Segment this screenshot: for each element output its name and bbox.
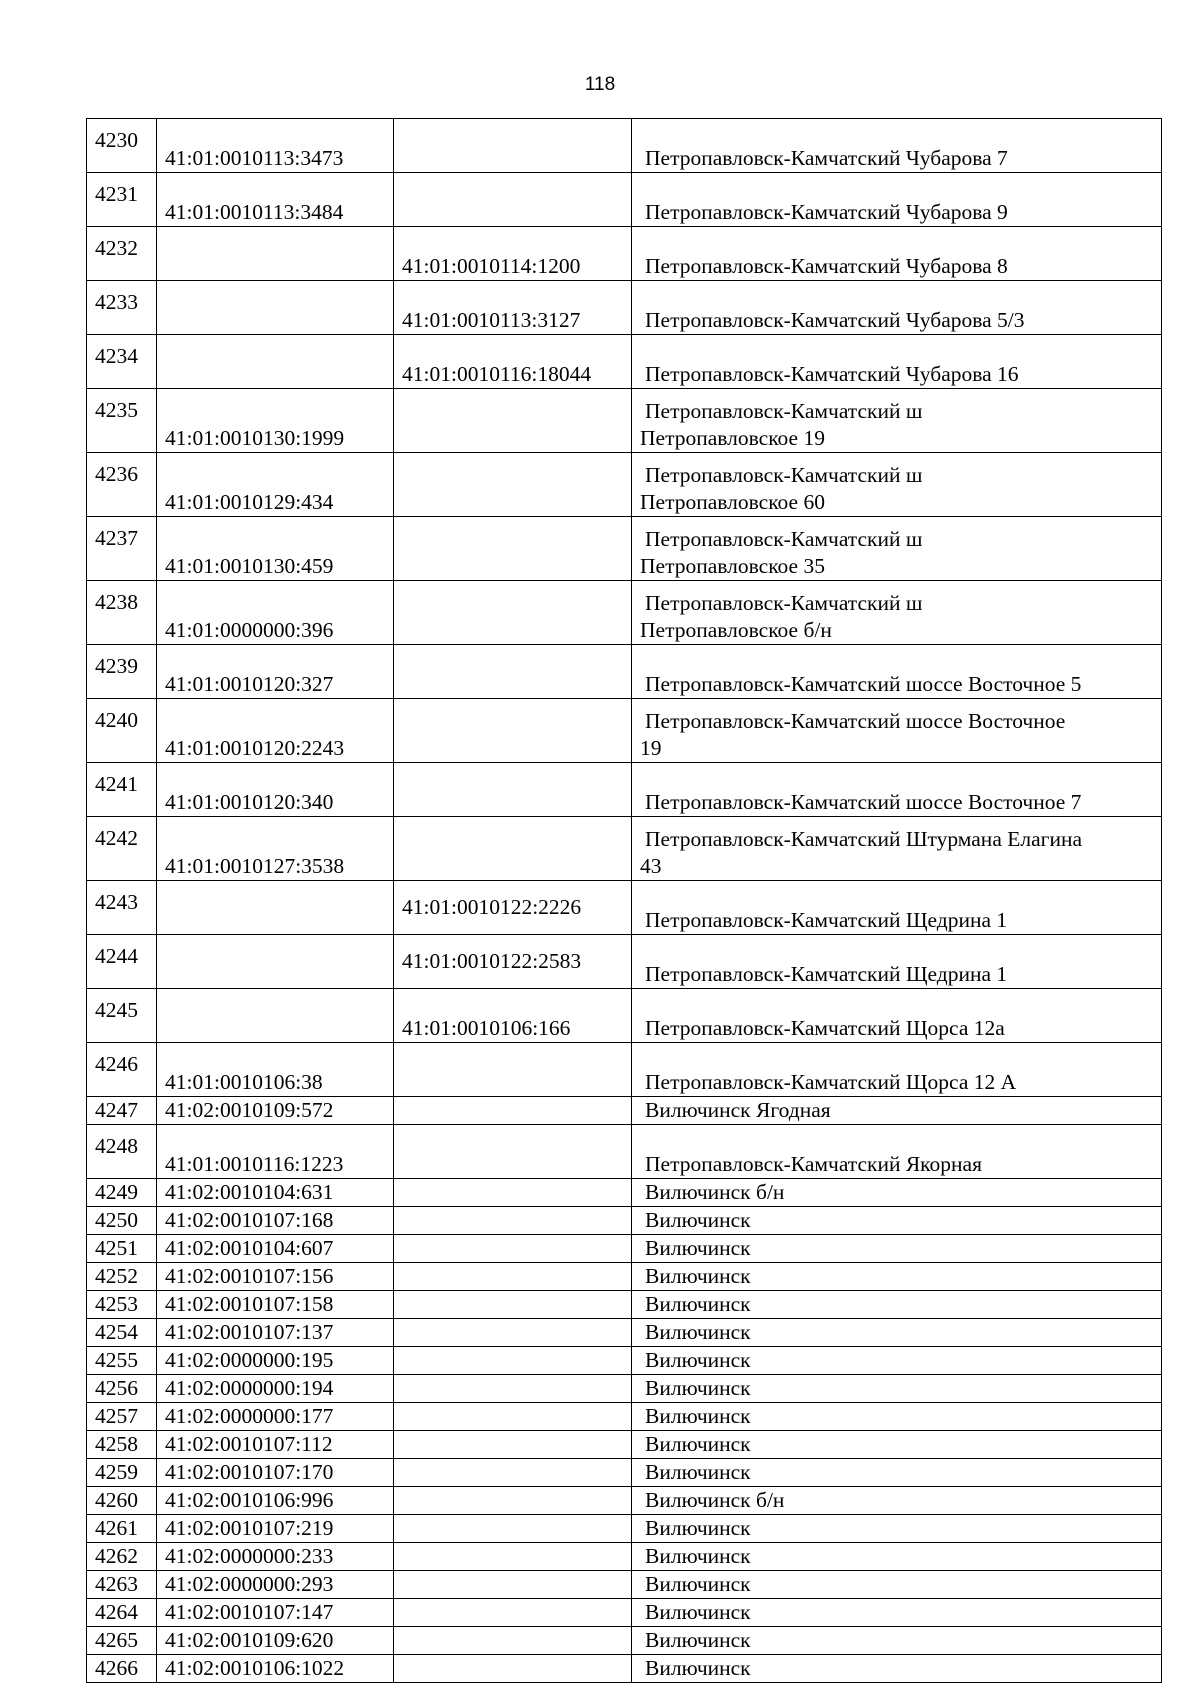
address-cell [632,1543,1162,1571]
address-cell [632,281,1162,335]
row-number: 4241 [87,763,157,817]
cadastral-number-primary: 41:02:0010107:137 [157,1319,394,1347]
address-line: Вилючинск [645,1320,751,1344]
cadastral-number-primary [157,227,394,281]
address-cell [632,1097,1162,1125]
cadastral-number-secondary [394,581,632,645]
address-cell [632,1487,1162,1515]
cadastral-number-primary: 41:02:0010104:607 [157,1235,394,1263]
address-cell [632,1179,1162,1207]
table-row [87,881,1162,935]
cadastral-number-primary: 41:01:0010120:2243 [157,699,394,763]
row-number: 4236 [87,453,157,517]
address-cell [632,1319,1162,1347]
address-line: Петропавловск-Камчатский шоссе Восточное 5 [645,672,1082,696]
cadastral-number-secondary [394,1543,632,1571]
row-number: 4238 [87,581,157,645]
address-line: Петропавловск-Камчатский ш [645,527,923,551]
cadastral-number-primary [157,935,394,989]
row-number: 4251 [87,1235,157,1263]
table-row [87,763,1162,817]
address-line: Вилючинск [645,1376,751,1400]
cadastral-number-primary: 41:02:0010107:112 [157,1431,394,1459]
row-number: 4250 [87,1207,157,1235]
address-line: Петропавловск-Камчатский Чубарова 9 [645,200,1008,224]
cadastral-number-primary [157,281,394,335]
table-row [87,1403,1162,1431]
table-row [87,1543,1162,1571]
cadastral-number-primary: 41:01:0010113:3473 [157,119,394,173]
cadastral-number-primary: 41:01:0010116:1223 [157,1125,394,1179]
table-row [87,1319,1162,1347]
address-line: Петропавловск-Камчатский Щорса 12 А [645,1070,1017,1094]
row-number: 4237 [87,517,157,581]
address-cell [632,119,1162,173]
address-cell [632,1627,1162,1655]
row-number: 4252 [87,1263,157,1291]
row-number: 4243 [87,881,157,935]
address-line: Петропавловск-Камчатский Якорная [645,1152,982,1176]
address-line: Вилючинск б/н [645,1180,785,1204]
table-row [87,1627,1162,1655]
cadastral-number-secondary [394,453,632,517]
address-line: Петропавловск-Камчатский ш [645,463,923,487]
cadastral-number-secondary [394,1487,632,1515]
table-row [87,645,1162,699]
registry-table [86,118,1162,1683]
table-row [87,1125,1162,1179]
cadastral-number-primary: 41:02:0000000:293 [157,1571,394,1599]
cadastral-number-primary: 41:02:0010107:158 [157,1291,394,1319]
cadastral-number-primary: 41:01:0010120:340 [157,763,394,817]
table-row [87,1235,1162,1263]
table-row [87,281,1162,335]
cadastral-number-primary: 41:01:0010129:434 [157,453,394,517]
row-number: 4256 [87,1375,157,1403]
row-number: 4233 [87,281,157,335]
address-cell [632,881,1162,935]
row-number: 4230 [87,119,157,173]
address-cell [632,1235,1162,1263]
cadastral-number-secondary: 41:01:0010113:3127 [394,281,632,335]
row-number: 4255 [87,1347,157,1375]
address-cell [632,581,1162,645]
row-number: 4240 [87,699,157,763]
address-line: Вилючинск [645,1600,751,1624]
table-row [87,817,1162,881]
cadastral-number-secondary [394,1291,632,1319]
address-line: Петропавловское б/н [640,618,832,642]
cadastral-number-secondary [394,1097,632,1125]
cadastral-number-primary: 41:02:0010107:170 [157,1459,394,1487]
row-number: 4266 [87,1655,157,1683]
address-cell [632,173,1162,227]
cadastral-number-primary: 41:01:0010127:3538 [157,817,394,881]
table-row [87,453,1162,517]
address-cell [632,989,1162,1043]
table-row [87,173,1162,227]
address-line: Петропавловск-Камчатский Чубарова 7 [645,146,1008,170]
table-row [87,935,1162,989]
address-cell [632,1207,1162,1235]
address-line: Петропавловск-Камчатский шоссе Восточное 7 [645,790,1082,814]
cadastral-number-secondary [394,1235,632,1263]
cadastral-number-primary: 41:02:0010104:631 [157,1179,394,1207]
cadastral-number-secondary [394,817,632,881]
table-row [87,335,1162,389]
cadastral-number-secondary [394,763,632,817]
row-number: 4232 [87,227,157,281]
address-cell [632,1431,1162,1459]
address-cell [632,763,1162,817]
address-line: 43 [640,854,662,878]
address-line: Вилючинск [645,1236,751,1260]
address-cell [632,817,1162,881]
table-row [87,1571,1162,1599]
cadastral-number-primary [157,989,394,1043]
table-row [87,1487,1162,1515]
address-line: Петропавловск-Камчатский Чубарова 8 [645,254,1008,278]
table-row [87,1097,1162,1125]
address-cell [632,389,1162,453]
address-cell [632,1403,1162,1431]
cadastral-number-secondary: 41:01:0010122:2583 [394,935,632,989]
address-line: Петропавловск-Камчатский ш [645,399,923,423]
row-number: 4244 [87,935,157,989]
cadastral-number-primary: 41:02:0010107:147 [157,1599,394,1627]
row-number: 4239 [87,645,157,699]
table-row [87,699,1162,763]
cadastral-number-secondary [394,1515,632,1543]
table-row [87,1043,1162,1097]
cadastral-number-primary: 41:01:0010113:3484 [157,173,394,227]
table-row [87,517,1162,581]
row-number: 4262 [87,1543,157,1571]
cadastral-number-primary: 41:01:0010120:327 [157,645,394,699]
cadastral-number-primary: 41:01:0010130:1999 [157,389,394,453]
row-number: 4253 [87,1291,157,1319]
table-row [87,1179,1162,1207]
cadastral-number-secondary [394,1599,632,1627]
address-line: Петропавловск-Камчатский Чубарова 16 [645,362,1019,386]
cadastral-number-primary: 41:02:0010106:1022 [157,1655,394,1683]
cadastral-number-secondary [394,1431,632,1459]
cadastral-number-primary: 41:02:0010107:168 [157,1207,394,1235]
address-line: Вилючинск б/н [645,1488,785,1512]
cadastral-number-secondary: 41:01:0010116:18044 [394,335,632,389]
address-cell [632,227,1162,281]
row-number: 4245 [87,989,157,1043]
cadastral-number-secondary [394,1347,632,1375]
address-cell [632,1263,1162,1291]
cadastral-number-primary: 41:02:0010109:572 [157,1097,394,1125]
cadastral-number-secondary [394,1459,632,1487]
row-number: 4261 [87,1515,157,1543]
cadastral-number-secondary: 41:01:0010122:2226 [394,881,632,935]
row-number: 4257 [87,1403,157,1431]
cadastral-number-primary [157,881,394,935]
address-cell [632,453,1162,517]
row-number: 4235 [87,389,157,453]
address-line: Петропавловск-Камчатский Щорса 12а [645,1016,1005,1040]
address-line: Вилючинск [645,1544,751,1568]
cadastral-number-primary: 41:02:0000000:195 [157,1347,394,1375]
cadastral-number-secondary [394,1627,632,1655]
cadastral-number-secondary [394,1655,632,1683]
address-line: Петропавловск-Камчатский шоссе Восточное [645,709,1066,733]
table-row [87,227,1162,281]
cadastral-number-secondary [394,1263,632,1291]
address-cell [632,517,1162,581]
address-cell [632,1291,1162,1319]
row-number: 4264 [87,1599,157,1627]
address-line: Петропавловск-Камчатский Щедрина 1 [645,962,1008,986]
registry-table-body [87,119,1162,1683]
row-number: 4249 [87,1179,157,1207]
address-cell [632,1515,1162,1543]
table-row [87,1515,1162,1543]
row-number: 4259 [87,1459,157,1487]
cadastral-number-secondary [394,173,632,227]
address-line: Вилючинск [645,1432,751,1456]
cadastral-number-primary: 41:02:0000000:233 [157,1543,394,1571]
row-number: 4260 [87,1487,157,1515]
address-line: Петропавловское 19 [640,426,825,450]
row-number: 4248 [87,1125,157,1179]
address-line: Вилючинск Ягодная [645,1098,831,1122]
cadastral-number-primary: 41:01:0010130:459 [157,517,394,581]
cadastral-number-primary [157,335,394,389]
table-row [87,1375,1162,1403]
address-line: Вилючинск [645,1264,751,1288]
table-row [87,1291,1162,1319]
address-cell [632,935,1162,989]
table-row [87,389,1162,453]
address-cell [632,1125,1162,1179]
table-row [87,1207,1162,1235]
address-line: Вилючинск [645,1656,751,1680]
address-line: Вилючинск [645,1628,751,1652]
address-cell [632,335,1162,389]
address-line: Вилючинск [645,1348,751,1372]
cadastral-number-primary: 41:02:0010109:620 [157,1627,394,1655]
cadastral-number-secondary [394,119,632,173]
address-line: 19 [640,736,662,760]
address-line: Петропавловское 35 [640,554,825,578]
cadastral-number-secondary [394,1403,632,1431]
table-row [87,989,1162,1043]
cadastral-number-secondary: 41:01:0010114:1200 [394,227,632,281]
cadastral-number-secondary [394,699,632,763]
cadastral-number-primary: 41:02:0010107:219 [157,1515,394,1543]
address-line: Вилючинск [645,1208,751,1232]
row-number: 4246 [87,1043,157,1097]
cadastral-number-secondary [394,1375,632,1403]
table-row [87,119,1162,173]
address-cell [632,1043,1162,1097]
cadastral-number-secondary [394,645,632,699]
address-line: Вилючинск [645,1292,751,1316]
row-number: 4263 [87,1571,157,1599]
address-cell [632,1375,1162,1403]
cadastral-number-primary: 41:02:0010107:156 [157,1263,394,1291]
table-row [87,1655,1162,1683]
cadastral-number-secondary: 41:01:0010106:166 [394,989,632,1043]
address-cell [632,1599,1162,1627]
address-cell [632,1459,1162,1487]
address-line: Вилючинск [645,1572,751,1596]
address-line: Петропавловское 60 [640,490,825,514]
cadastral-number-secondary [394,389,632,453]
cadastral-number-secondary [394,1043,632,1097]
address-line: Петропавловск-Камчатский Щедрина 1 [645,908,1008,932]
address-cell [632,1655,1162,1683]
cadastral-number-secondary [394,1179,632,1207]
row-number: 4265 [87,1627,157,1655]
address-line: Вилючинск [645,1516,751,1540]
address-line: Петропавловск-Камчатский Штурмана Елагина [645,827,1083,851]
page-number: 118 [584,74,616,95]
address-line: Петропавловск-Камчатский Чубарова 5/3 [645,308,1025,332]
address-line: Вилючинск [645,1460,751,1484]
table-row [87,1431,1162,1459]
table-row [87,1459,1162,1487]
row-number: 4254 [87,1319,157,1347]
cadastral-number-secondary [394,1207,632,1235]
row-number: 4234 [87,335,157,389]
row-number: 4247 [87,1097,157,1125]
address-cell [632,1571,1162,1599]
cadastral-number-primary: 41:01:0000000:396 [157,581,394,645]
cadastral-number-primary: 41:02:0000000:194 [157,1375,394,1403]
cadastral-number-secondary [394,517,632,581]
address-line: Петропавловск-Камчатский ш [645,591,923,615]
cadastral-number-primary: 41:02:0000000:177 [157,1403,394,1431]
row-number: 4242 [87,817,157,881]
cadastral-number-primary: 41:01:0010106:38 [157,1043,394,1097]
cadastral-number-secondary [394,1571,632,1599]
cadastral-number-secondary [394,1125,632,1179]
row-number: 4258 [87,1431,157,1459]
address-cell [632,645,1162,699]
table-row [87,1347,1162,1375]
address-line: Вилючинск [645,1404,751,1428]
address-cell [632,699,1162,763]
cadastral-number-secondary [394,1319,632,1347]
row-number: 4231 [87,173,157,227]
table-row [87,1263,1162,1291]
cadastral-number-primary: 41:02:0010106:996 [157,1487,394,1515]
table-row [87,1599,1162,1627]
address-cell [632,1347,1162,1375]
table-row [87,581,1162,645]
